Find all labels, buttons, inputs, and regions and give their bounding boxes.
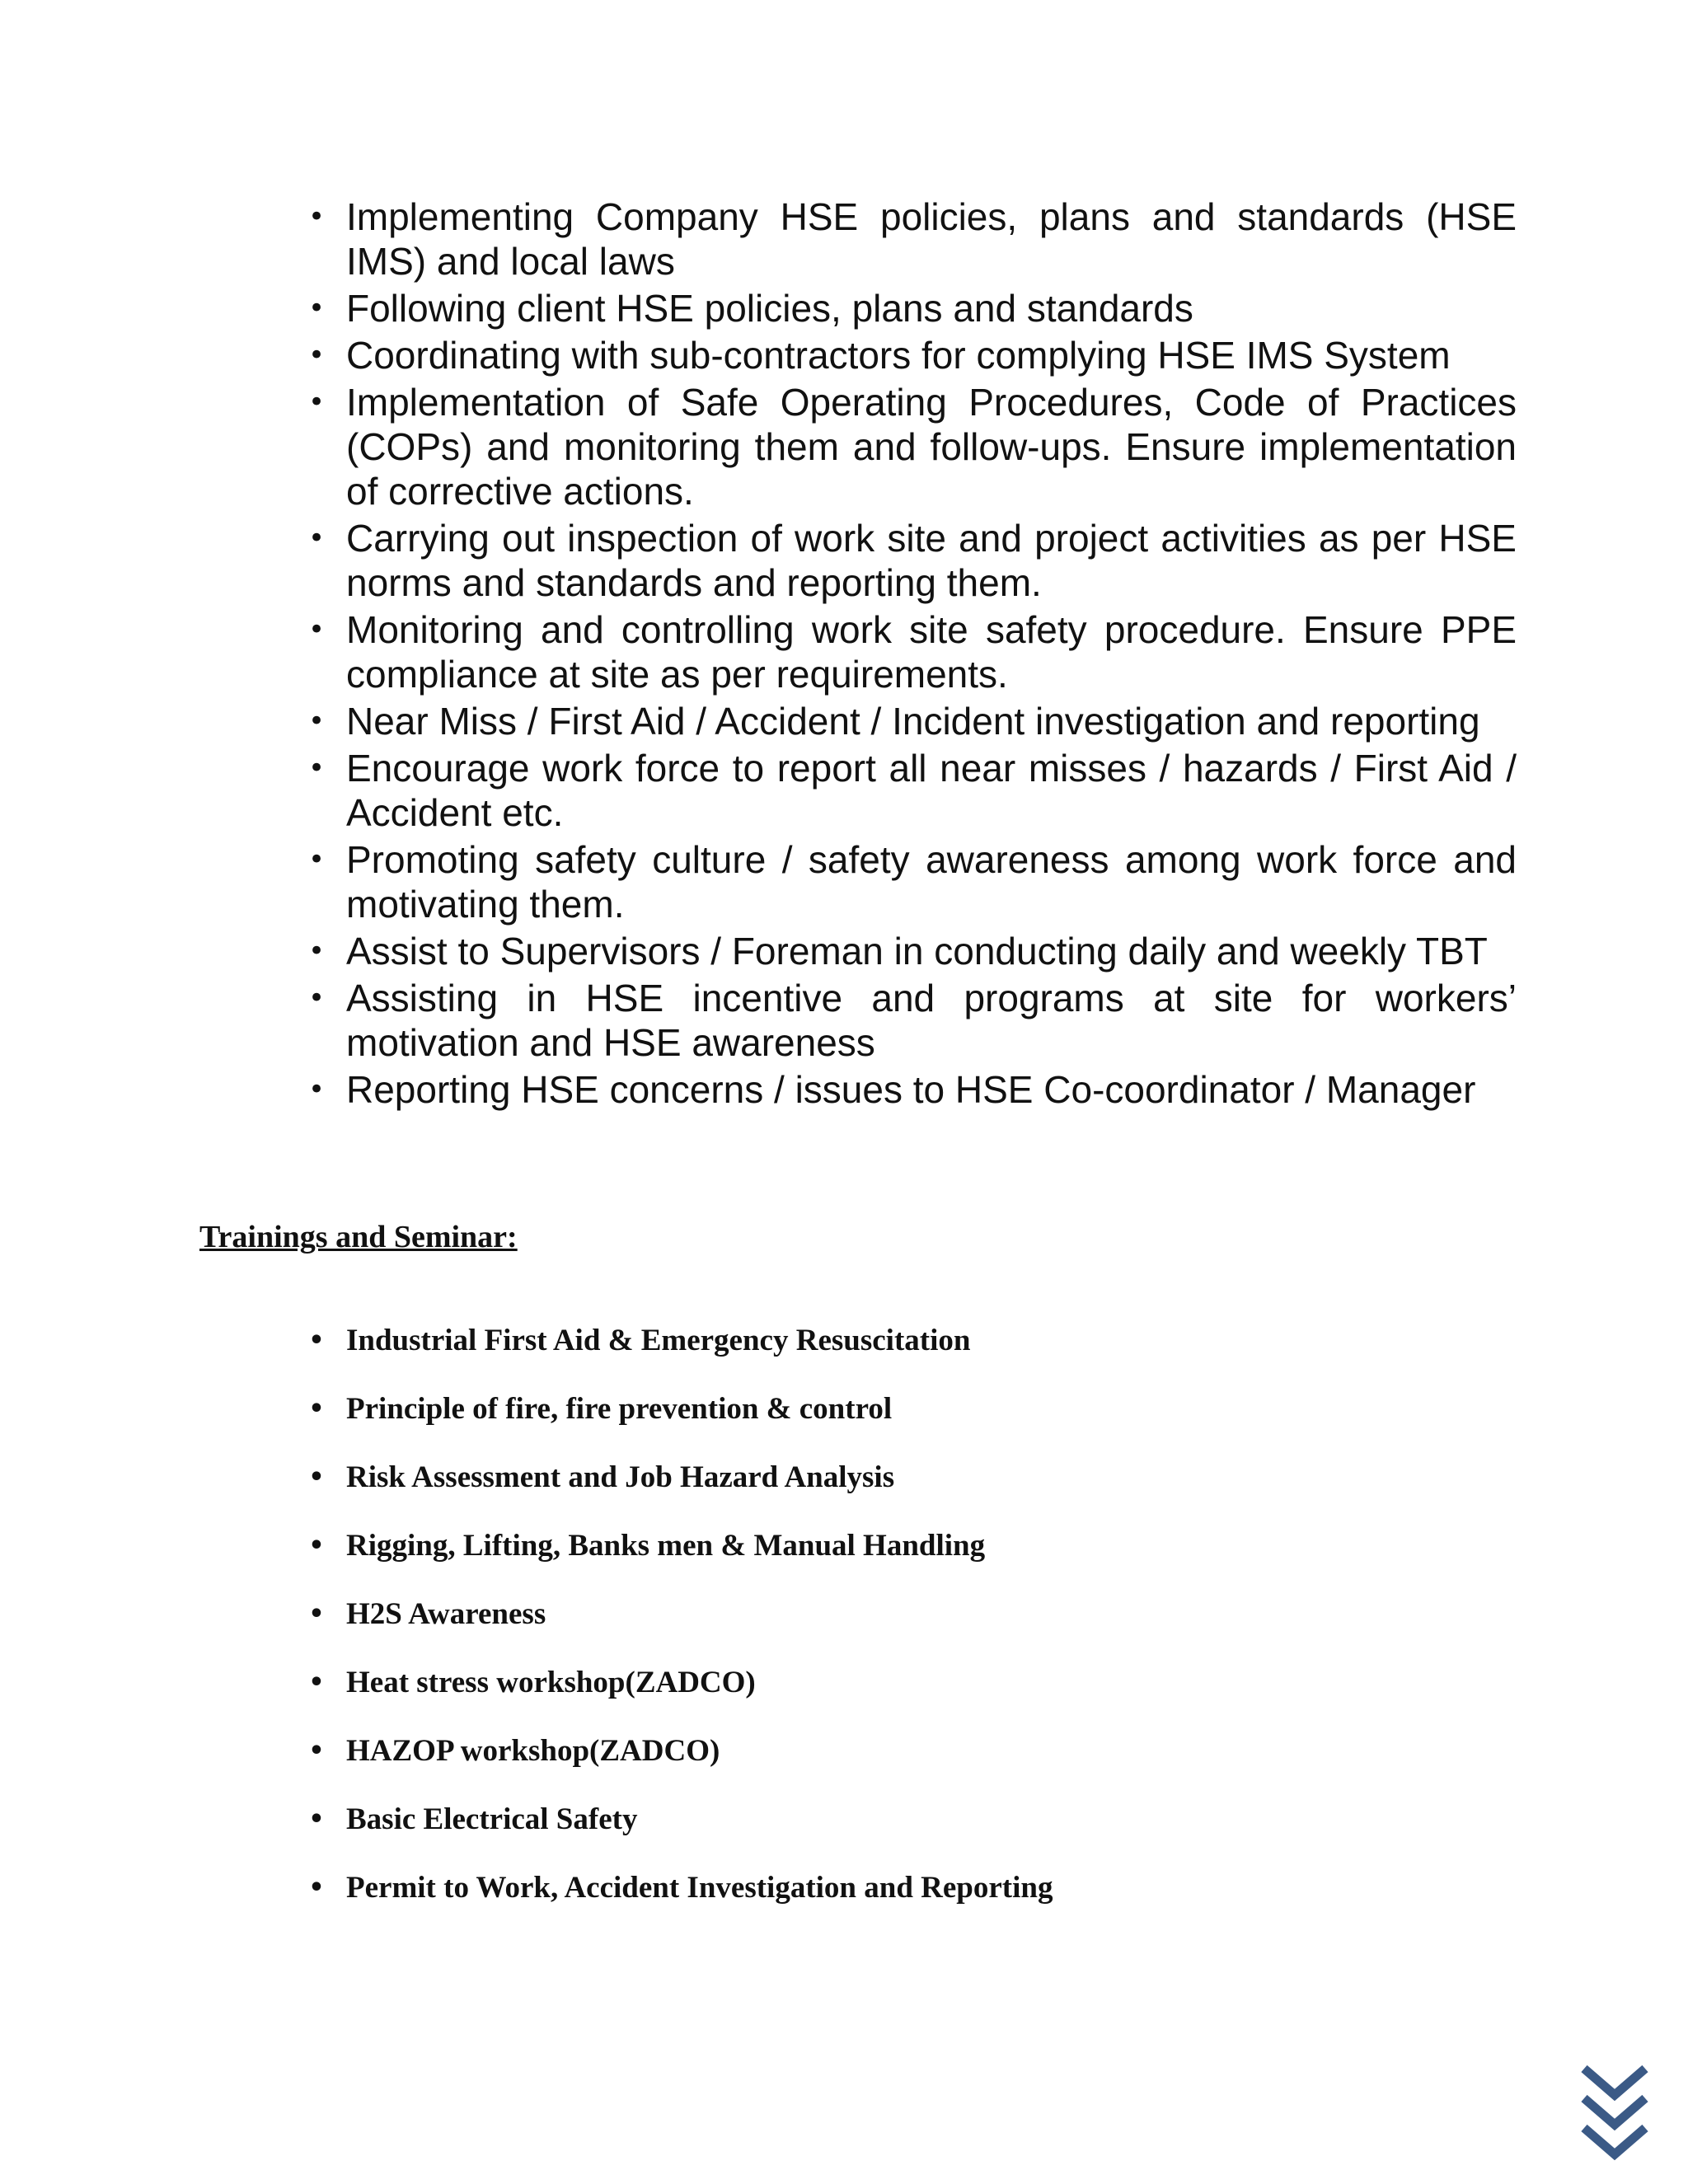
- bullet-icon: •: [308, 1668, 325, 1697]
- bullet-icon: •: [307, 522, 326, 555]
- list-item-text: Assist to Supervisors / Foreman in conducting daily and weekly TBT: [346, 930, 1488, 972]
- bullet-icon: •: [308, 1736, 325, 1765]
- list-item: [297, 607, 1517, 696]
- list-item-text: Encourage work force to report all near misses / hazards / First Aid / Accident etc.: [346, 747, 1517, 834]
- training-item-text: Risk Assessment and Job Hazard Analysis: [346, 1460, 895, 1494]
- training-item-text: Industrial First Aid & Emergency Resuscitation: [346, 1324, 971, 1357]
- bullet-icon: •: [308, 1463, 325, 1492]
- list-item: [297, 1869, 1451, 1907]
- bullet-icon: •: [307, 843, 326, 876]
- training-item-text: Heat stress workshop(ZADCO): [346, 1666, 756, 1699]
- list-item: [297, 286, 1517, 330]
- list-item: [297, 194, 1517, 284]
- bullet-icon: •: [307, 339, 326, 372]
- trainings-list: [297, 1322, 1451, 1938]
- list-item: [297, 1732, 1451, 1770]
- list-item: [297, 1322, 1451, 1360]
- list-item: [297, 516, 1517, 605]
- double-chevron-down-icon[interactable]: [1578, 2052, 1652, 2176]
- training-item-text: Rigging, Lifting, Banks men & Manual Handling: [346, 1529, 986, 1563]
- responsibilities-list: [297, 194, 1517, 1114]
- list-item: [297, 1801, 1451, 1839]
- list-item-text: Near Miss / First Aid / Accident / Incident investigation and reporting: [346, 700, 1480, 743]
- bullet-icon: •: [307, 982, 326, 1015]
- list-item: [297, 1390, 1451, 1428]
- list-item: [297, 333, 1517, 377]
- training-item-text: Principle of fire, fire prevention & control: [346, 1392, 893, 1426]
- list-item: [297, 1459, 1451, 1497]
- list-item: [297, 746, 1517, 835]
- list-item-text: Implementing Company HSE policies, plans and standards (HSE IMS) and local laws: [346, 195, 1517, 283]
- list-item: [297, 699, 1517, 743]
- training-item-text: HAZOP workshop(ZADCO): [346, 1734, 720, 1768]
- bullet-icon: •: [307, 1073, 326, 1106]
- list-item: [297, 380, 1517, 513]
- bullet-icon: •: [308, 1394, 325, 1423]
- list-item-text: Monitoring and controlling work site safety procedure. Ensure PPE compliance at site as per requirements.: [346, 608, 1517, 696]
- bullet-icon: •: [307, 705, 326, 738]
- bullet-icon: •: [308, 1600, 325, 1629]
- list-item: [297, 1527, 1451, 1565]
- bullet-icon: •: [307, 292, 326, 325]
- list-item: [297, 976, 1517, 1065]
- list-item: [297, 929, 1517, 973]
- bullet-icon: •: [307, 752, 326, 785]
- bullet-icon: •: [308, 1531, 325, 1560]
- bullet-icon: •: [307, 613, 326, 646]
- bullet-icon: •: [307, 200, 326, 233]
- training-item-text: Permit to Work, Accident Investigation and Reporting: [346, 1871, 1053, 1905]
- list-item-text: Following client HSE policies, plans and standards: [346, 287, 1193, 330]
- list-item: [297, 1596, 1451, 1633]
- bullet-icon: •: [308, 1326, 325, 1355]
- training-item-text: Basic Electrical Safety: [346, 1802, 638, 1836]
- chevron-stroke: [1584, 2098, 1645, 2125]
- list-item: [297, 1664, 1451, 1702]
- list-item: [297, 837, 1517, 926]
- training-item-text: H2S Awareness: [346, 1597, 546, 1631]
- list-item-text: Reporting HSE concerns / issues to HSE Co-coordinator / Manager: [346, 1068, 1476, 1111]
- bullet-icon: •: [307, 935, 326, 968]
- chevron-stroke: [1584, 2069, 1645, 2095]
- list-item-text: Coordinating with sub-contractors for complying HSE IMS System: [346, 334, 1451, 377]
- list-item: [297, 1067, 1517, 1112]
- bullet-icon: •: [307, 386, 326, 419]
- list-item-text: Assisting in HSE incentive and programs at site for workers’ motivation and HSE awareness: [346, 977, 1517, 1064]
- chevron-stroke: [1584, 2128, 1645, 2154]
- bullet-icon: •: [308, 1805, 325, 1834]
- trainings-heading: Trainings and Seminar:: [199, 1220, 518, 1254]
- bullet-icon: •: [308, 1873, 325, 1902]
- list-item-text: Carrying out inspection of work site and project activities as per HSE norms and standards and reporting them.: [346, 517, 1517, 604]
- list-item-text: Implementation of Safe Operating Procedures, Code of Practices (COPs) and monitoring them and follow-ups. Ensure implementation of corrective actions.: [346, 381, 1517, 513]
- list-item-text: Promoting safety culture / safety awareness among work force and motivating them.: [346, 838, 1517, 926]
